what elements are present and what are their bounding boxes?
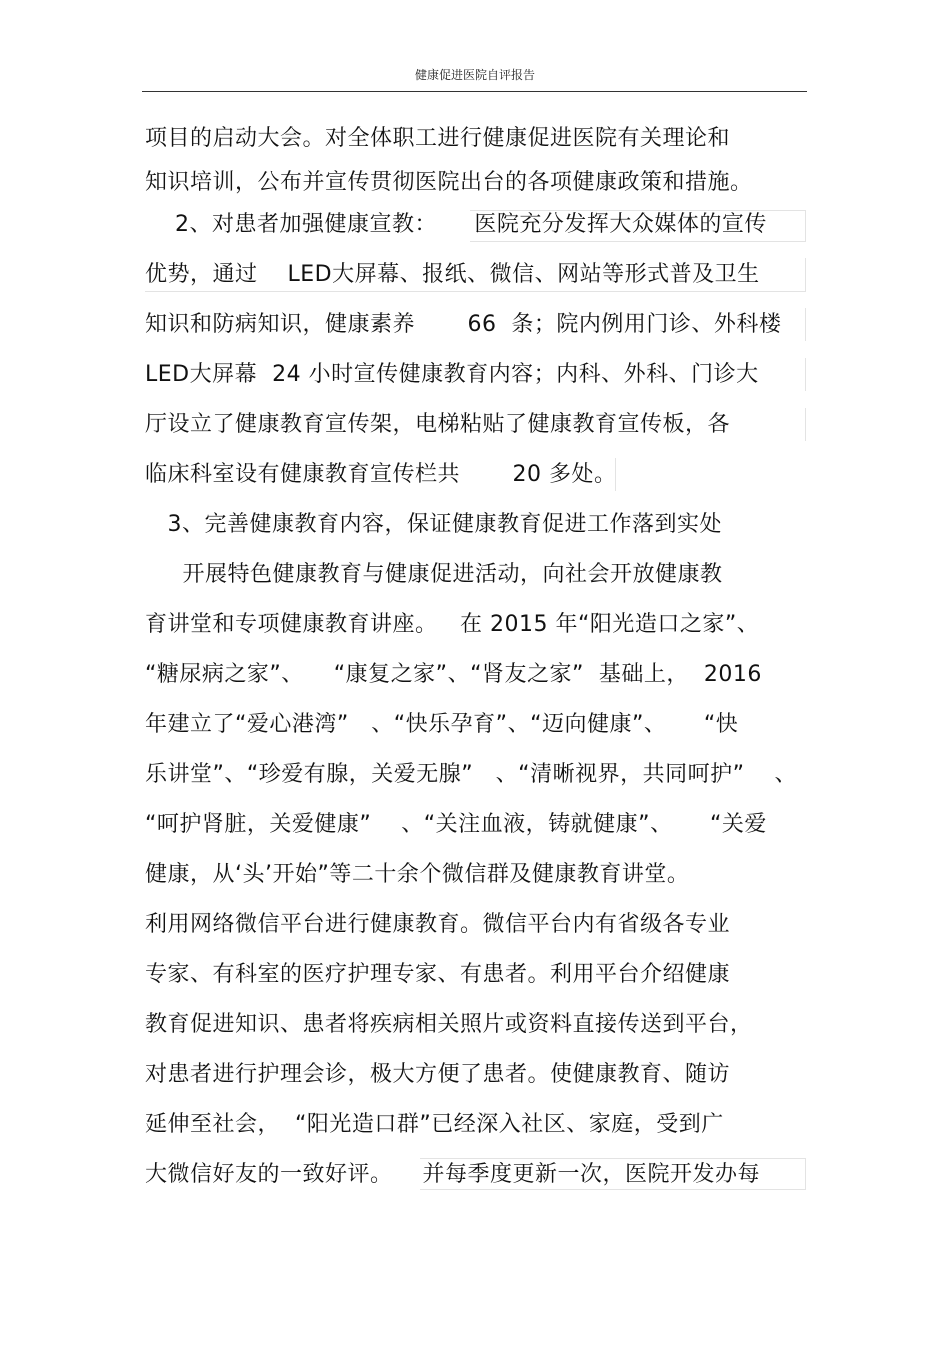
- body-line: 大微信好友的一致好评。 并每季度更新一次，医院开发办每: [145, 1162, 760, 1187]
- section-heading: 3、完善健康教育内容，保证健康教育促进工作落到实处: [145, 512, 722, 537]
- header-rule: [142, 91, 807, 92]
- body-line: 教育促进知识、患者将疾病相关照片或资料直接传送到平台，: [145, 1012, 753, 1037]
- body-line: LED大屏幕 24 小时宣传健康教育内容；内科、外科、门诊大: [145, 362, 759, 387]
- running-header: 健康促进医院自评报告: [414, 68, 535, 82]
- body-line: 延伸至社会， “阳光造口群”已经深入社区、家庭，受到广: [145, 1112, 724, 1137]
- body-line: 利用网络微信平台进行健康教育。微信平台内有省级各专业: [145, 912, 731, 937]
- body-line: 知识培训，公布并宣传贯彻医院出台的各项健康政策和措施。: [145, 170, 753, 195]
- body-line: 厅设立了健康教育宣传架，电梯粘贴了健康教育宣传板，各: [145, 412, 731, 437]
- body-line: “糖尿病之家”、 “康复之家”、“肾友之家” 基础上， 2016: [145, 662, 762, 687]
- body-line: 开展特色健康教育与健康促进活动，向社会开放健康教: [145, 562, 723, 587]
- body-line: 临床科室设有健康教育宣传栏共 20 多处。: [145, 462, 617, 487]
- body-line: 2、对患者加强健康宣教： 医院充分发挥大众媒体的宣传: [145, 212, 767, 237]
- body-line: 对患者进行护理会诊，极大方便了患者。使健康教育、随访: [145, 1062, 731, 1087]
- body-line: 优势，通过 LED大屏幕、报纸、微信、网站等形式普及卫生: [145, 262, 760, 287]
- body-line: 乐讲堂”、“珍爱有腺，关爱无腺” 、“清晰视界，共同呵护” 、: [145, 762, 797, 787]
- body-line: 健康，从‘头’开始”等二十余个微信群及健康教育讲堂。: [145, 862, 690, 887]
- body-line: “呵护肾脏，关爱健康” 、“关注血液，铸就健康”、 “关爱: [145, 812, 767, 837]
- body-line: 知识和防病知识，健康素养 66 条；院内例用门诊、外科楼: [145, 312, 782, 337]
- body-line: 育讲堂和专项健康教育讲座。 在 2015 年“阳光造口之家”、: [145, 612, 760, 637]
- body-line: 年建立了“爱心港湾” 、“快乐孕育”、“迈向健康”、 “快: [145, 712, 739, 737]
- body-line: 专家、有科室的医疗护理专家、有患者。利用平台介绍健康: [145, 962, 731, 987]
- body-line: 项目的启动大会。对全体职工进行健康促进医院有关理论和: [145, 126, 731, 151]
